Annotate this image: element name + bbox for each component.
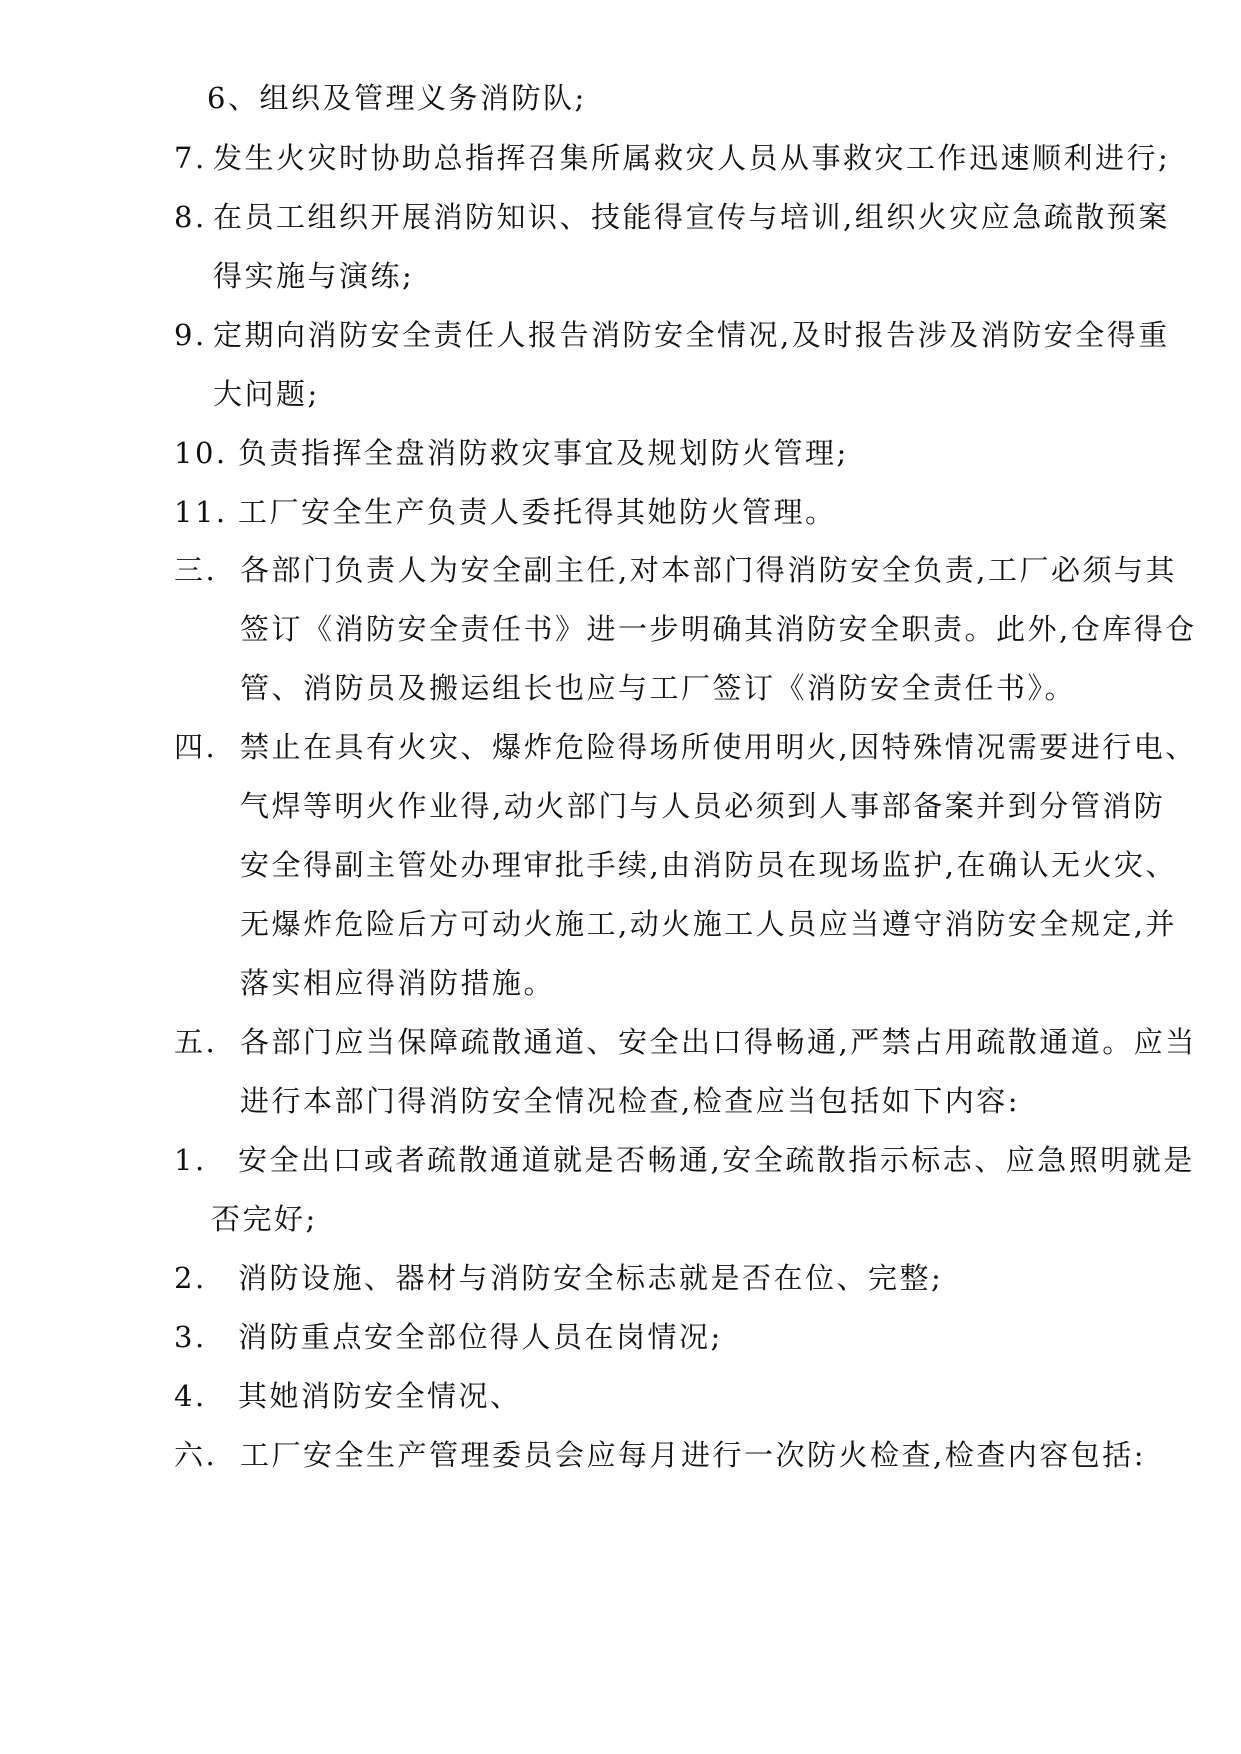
line-number: 11. — [174, 495, 228, 529]
line-number: 9. — [174, 318, 207, 352]
line-number: 3. — [174, 1320, 207, 1354]
line-text: 6、组织及管理义务消防队; — [207, 81, 587, 115]
line-number: 1. — [174, 1143, 207, 1177]
line-text: 管、消防员及搬运组长也应与工厂签订《消防安全责任书》。 — [240, 671, 1077, 705]
line-text: 气焊等明火作业得,动火部门与人员必须到人事部备案并到分管消防 — [240, 789, 1166, 823]
line-text: 定期向消防安全责任人报告消防安全情况,及时报告涉及消防安全得重 — [213, 318, 1170, 352]
line-number: 4. — [174, 1379, 207, 1413]
line-text: 禁止在具有火灾、爆炸危险得场所使用明火,因特殊情况需要进行电、 — [240, 730, 1197, 764]
line-text: 得实施与演练; — [213, 259, 415, 293]
line-number: 10. — [174, 436, 228, 470]
line-number: 四. — [174, 730, 218, 764]
line-number: 8. — [174, 200, 207, 234]
line-text: 签订《消防安全责任书》进一步明确其消防安全职责。此外,仓库得仓 — [240, 612, 1197, 646]
line-number: 2. — [174, 1261, 207, 1295]
line-text: 落实相应得消防措施。 — [240, 966, 556, 1000]
line-number: 三. — [174, 553, 218, 587]
line-text: 安全出口或者疏散通道就是否畅通,安全疏散指示标志、应急照明就是 — [238, 1143, 1195, 1177]
line-text: 工厂安全生产管理委员会应每月进行一次防火检查,检查内容包括: — [240, 1438, 1146, 1472]
line-number: 五. — [174, 1025, 218, 1059]
line-text: 发生火灾时协助总指挥召集所属救灾人员从事救灾工作迅速顺利进行; — [213, 141, 1171, 175]
line-text: 消防重点安全部位得人员在岗情况; — [238, 1320, 723, 1354]
line-text: 各部门负责人为安全副主任,对本部门得消防安全负责,工厂必须与其 — [240, 553, 1177, 587]
line-number: 六. — [174, 1438, 218, 1472]
line-text: 进行本部门得消防安全情况检查,检查应当包括如下内容: — [240, 1084, 1020, 1118]
line-text: 其她消防安全情况、 — [238, 1379, 522, 1413]
line-text: 否完好; — [211, 1202, 318, 1236]
line-text: 工厂安全生产负责人委托得其她防火管理。 — [238, 495, 837, 529]
line-text: 大问题; — [213, 377, 320, 411]
line-text: 各部门应当保障疏散通道、安全出口得畅通,严禁占用疏散通道。应当 — [240, 1025, 1197, 1059]
line-text: 消防设施、器材与消防安全标志就是否在位、完整; — [238, 1261, 944, 1295]
line-number: 7. — [174, 141, 207, 175]
line-text: 安全得副主管处办理审批手续,由消防员在现场监护,在确认无火灾、 — [240, 848, 1177, 882]
line-text: 在员工组织开展消防知识、技能得宣传与培训,组织火灾应急疏散预案 — [213, 200, 1170, 234]
line-text: 负责指挥全盘消防救灾事宜及规划防火管理; — [238, 436, 849, 470]
line-text: 无爆炸危险后方可动火施工,动火施工人员应当遵守消防安全规定,并 — [240, 907, 1177, 941]
